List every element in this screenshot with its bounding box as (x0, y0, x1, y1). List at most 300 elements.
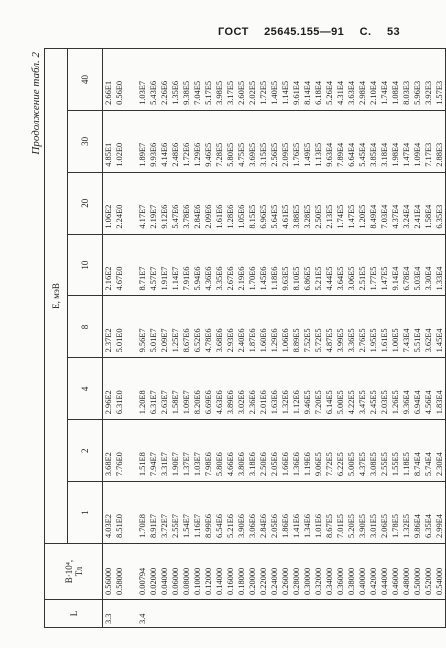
b-value: 0.52000 (424, 567, 433, 595)
b-value: 0.42000 (369, 567, 378, 595)
flux-value: 2.55E7 (171, 514, 180, 538)
flux-value: 3.02E6 (237, 390, 246, 415)
flux-value: 3.24E4 (402, 204, 411, 229)
page-number: 53 (386, 26, 400, 38)
flux-value: 5.20E5 (347, 514, 356, 538)
flux-value: 6.78E4 (402, 266, 411, 291)
flux-value: 2.09E7 (160, 328, 169, 353)
flux-value: 5.00E5 (336, 390, 345, 415)
flux-value: 1.86E6 (281, 514, 290, 538)
flux-value: 3.63E4 (347, 80, 356, 105)
flux-value: 3.47E5 (358, 390, 367, 415)
flux-value: 2.50E6 (259, 452, 268, 477)
flux-value: 1.25E7 (171, 328, 180, 353)
flux-value: 9.06E5 (314, 452, 323, 477)
b-value: 0.14000 (215, 567, 224, 595)
flux-value: 2.10E4 (369, 80, 378, 105)
flux-value: 3.72E7 (160, 514, 169, 538)
energy-header: 2 (68, 420, 103, 482)
flux-value: 5.80E5 (226, 142, 235, 167)
flux-value: 2.09E5 (281, 142, 290, 167)
flux-value: 1.06E6 (281, 328, 290, 353)
flux-value: 1.13E5 (314, 142, 323, 167)
flux-value: 1.26E5 (391, 390, 400, 415)
spacer-cell (125, 544, 137, 600)
flux-value: 1.74E5 (336, 204, 345, 229)
flux-value: 6.31E0 (115, 390, 124, 415)
flux-value: 2.19E6 (237, 266, 246, 291)
rotated-table-block (28, 48, 444, 628)
b-value: 0.50000 (413, 567, 422, 595)
flux-value: 8.74E4 (413, 452, 422, 477)
flux-value-cell (137, 49, 446, 111)
flux-value: 4.31E4 (336, 80, 345, 105)
flux-value: 7.72E5 (325, 452, 334, 477)
b-value: 0.02000 (149, 567, 158, 595)
flux-value-cell (103, 49, 126, 111)
energy-header: 1 (68, 482, 103, 544)
flux-value: 4.57E7 (149, 266, 158, 291)
flux-value: 7.89E4 (336, 142, 345, 167)
b-value-cell (103, 544, 126, 600)
flux-value: 1.74E4 (380, 80, 389, 105)
flux-value: 1.72E5 (259, 80, 268, 105)
flux-value: 9.12E6 (160, 204, 169, 229)
b-value: 0.08000 (182, 567, 191, 595)
flux-value: 3.62E4 (424, 328, 433, 353)
flux-value: 6.18E4 (314, 80, 323, 105)
b-value: 0.16000 (226, 567, 235, 595)
flux-value-cell (103, 234, 126, 296)
flux-value: 7.01E5 (336, 514, 345, 538)
flux-value: 3.18E6 (248, 452, 257, 477)
flux-value: 1.09E4 (413, 142, 422, 167)
flux-value: 6.22E5 (336, 452, 345, 477)
flux-value: 9.14E4 (391, 266, 400, 291)
flux-value: 1.49E5 (303, 142, 312, 167)
flux-value: 8.89E5 (292, 328, 301, 353)
flux-value: 4.37E4 (391, 204, 400, 229)
flux-value: 4.61E5 (281, 204, 290, 229)
flux-value: 1.02E0 (115, 142, 124, 167)
flux-value: 1.91E7 (160, 266, 169, 291)
flux-value: 5.51E4 (413, 328, 422, 353)
flux-value: 2.76E5 (358, 328, 367, 353)
flux-value: 7.43E4 (402, 328, 411, 353)
flux-value: 1.47E4 (402, 142, 411, 167)
flux-value: 6.35E4 (424, 514, 433, 538)
flux-value: 4.22E5 (347, 390, 356, 415)
flux-value: 1.60E6 (259, 328, 268, 353)
flux-value: 1.89E7 (138, 142, 147, 167)
flux-value: 4.85E1 (104, 142, 113, 167)
flux-value: 6.31E7 (149, 390, 158, 415)
flux-value: 1.20E5 (358, 204, 367, 229)
energy-header: 10 (68, 234, 103, 296)
flux-value: 2.30E4 (435, 452, 444, 477)
flux-value: 4.36E6 (204, 266, 213, 291)
flux-value: 1.28E6 (226, 204, 235, 229)
flux-value: 9.86E4 (413, 514, 422, 538)
col-header-b-line2: Тл (73, 566, 84, 577)
flux-value: 2.84E6 (259, 514, 268, 538)
flux-value: 1.06E2 (104, 204, 113, 229)
flux-value: 6.35E3 (435, 204, 444, 229)
page-header (218, 26, 400, 38)
flux-value: 9.56E7 (138, 328, 147, 353)
flux-value: 3.30E4 (424, 266, 433, 291)
flux-value: 5.43E6 (149, 80, 158, 105)
flux-value: 1.54E7 (182, 514, 191, 538)
b-value: 0.44000 (380, 567, 389, 595)
flux-value: 8.14E4 (303, 80, 312, 105)
flux-value: 1.29E6 (270, 328, 279, 353)
b-value: 0.28000 (292, 567, 301, 595)
flux-value-cell (137, 420, 446, 482)
standard-number: 25645.155—91 (264, 26, 345, 38)
flux-value: 3.64E5 (336, 266, 345, 291)
flux-value: 2.19E7 (149, 204, 158, 229)
flux-value: 1.37E7 (182, 452, 191, 477)
flux-value: 1.14E7 (171, 266, 180, 291)
flux-value: 1.03E7 (138, 80, 147, 105)
b-value: 0.34000 (325, 567, 334, 595)
flux-value: 1.90E7 (171, 452, 180, 477)
flux-value: 4.44E5 (325, 266, 334, 291)
flux-value: 8.51E0 (115, 514, 124, 538)
flux-value: 3.68E6 (215, 328, 224, 353)
b-value: 0.06000 (171, 567, 180, 595)
b-value: 0.22000 (259, 567, 268, 595)
flux-value-cell (137, 358, 446, 420)
flux-value: 2.99E4 (435, 514, 444, 538)
flux-value: 2.05E6 (270, 514, 279, 538)
l-value: 3.3 (104, 613, 113, 624)
flux-value: 1.34E6 (303, 514, 312, 538)
b-value: 0.32000 (314, 567, 323, 595)
flux-value: 7.04E5 (193, 80, 202, 105)
flux-value: 3.90E6 (237, 514, 246, 538)
flux-value: 1.36E6 (292, 452, 301, 477)
flux-value: 2.09E6 (204, 204, 213, 229)
flux-value: 6.52E6 (193, 328, 202, 353)
flux-value: 5.26E4 (325, 80, 334, 105)
flux-value: 1.61E5 (380, 328, 389, 353)
flux-value: 2.37E2 (104, 328, 113, 353)
flux-value: 2.41E4 (413, 204, 422, 229)
flux-value: 9.46E5 (303, 390, 312, 415)
flux-value: 2.55E5 (380, 452, 389, 477)
flux-value: 5.94E6 (193, 266, 202, 291)
flux-value: 3.98E5 (215, 80, 224, 105)
flux-value: 4.14E6 (160, 142, 169, 167)
flux-value: 3.35E6 (215, 266, 224, 291)
energy-header: 40 (68, 49, 103, 111)
spacer-cell (125, 420, 137, 482)
energy-header: 4 (68, 358, 103, 420)
l-value: 3.4 (138, 613, 147, 624)
flux-value: 1.35E6 (171, 80, 180, 105)
flux-value-cell (137, 482, 446, 544)
flux-value: 8.67E5 (325, 514, 334, 538)
flux-value: 8.91E7 (149, 514, 158, 538)
flux-value: 1.19E6 (303, 452, 312, 477)
b-value-cell (137, 544, 446, 600)
flux-value: 6.64E4 (347, 142, 356, 167)
b-value: 0.24000 (270, 567, 279, 595)
flux-value: 6.14E5 (325, 390, 334, 415)
flux-value: 2.48E6 (171, 142, 180, 167)
flux-value: 5.01E0 (115, 328, 124, 353)
flux-value: 9.63E4 (325, 142, 334, 167)
flux-value: 2.26E6 (160, 80, 169, 105)
flux-value: 3.90E5 (358, 514, 367, 538)
flux-value: 4.17E7 (138, 204, 147, 229)
flux-value: 1.58E4 (424, 204, 433, 229)
flux-value: 2.66E1 (104, 80, 113, 105)
b-value: 0.54000 (435, 567, 444, 595)
spacer-cell (125, 234, 137, 296)
flux-value: 5.01E7 (149, 328, 158, 353)
flux-value: 1.32E6 (281, 390, 290, 415)
flux-value: 3.17E5 (226, 80, 235, 105)
flux-value-cell (137, 296, 446, 358)
flux-value: 6.86E5 (303, 266, 312, 291)
b-value: 0.48000 (402, 567, 411, 595)
flux-value: 3.18E4 (380, 142, 389, 167)
flux-value: 8.67E6 (182, 328, 191, 353)
flux-value-cell (103, 296, 126, 358)
flux-value: 7.20E5 (314, 390, 323, 415)
energy-header: 30 (68, 110, 103, 172)
b-value: 0.10000 (193, 567, 202, 595)
flux-value: 1.78E5 (391, 514, 400, 538)
flux-value: 3.36E5 (347, 328, 356, 353)
flux-value: 1.51E8 (138, 452, 147, 477)
flux-value: 1.41E6 (292, 514, 301, 538)
flux-value: 2.51E5 (358, 266, 367, 291)
b-value: 0.40000 (358, 567, 367, 595)
flux-value: 1.83E4 (435, 390, 444, 415)
flux-value: 2.13E5 (325, 204, 334, 229)
flux-value: 0.56E0 (115, 80, 124, 105)
spacer-cell (125, 172, 137, 234)
b-value: 0.00794 (138, 567, 147, 595)
b-value: 0.36000 (336, 567, 345, 595)
b-value: 0.30000 (303, 567, 312, 595)
flux-value: 5.47E6 (171, 204, 180, 229)
flux-value: 6.54E6 (215, 514, 224, 538)
flux-value: 5.74E4 (424, 452, 433, 477)
flux-value: 1.70E8 (138, 514, 147, 538)
flux-value: 4.03E2 (104, 514, 113, 538)
flux-value-cell (103, 172, 126, 234)
flux-value: 2.98E4 (358, 80, 367, 105)
flux-value: 9.93E6 (149, 142, 158, 167)
energy-header: 20 (68, 172, 103, 234)
flux-value: 7.76E0 (115, 452, 124, 477)
flux-value: 4.75E5 (237, 142, 246, 167)
b-value: 0.26000 (281, 567, 290, 595)
col-header-l: L (45, 600, 103, 628)
flux-value: 1.98E4 (391, 142, 400, 167)
b-value: 0.56000 (104, 567, 113, 595)
page-prefix: С. (359, 26, 372, 38)
flux-value: 3.88E5 (292, 204, 301, 229)
table-row (137, 49, 446, 628)
energy-header: 8 (68, 296, 103, 358)
flux-value: 7.03E4 (380, 204, 389, 229)
flux-value: 1.87E6 (248, 328, 257, 353)
flux-value: 3.01E5 (369, 514, 378, 538)
b-value: 0.38000 (347, 567, 356, 595)
flux-value: 3.31E7 (160, 452, 169, 477)
flux-value: 1.18E6 (270, 266, 279, 291)
flux-value: 1.70E6 (248, 266, 257, 291)
flux-value: 3.89E6 (226, 390, 235, 415)
flux-value: 8.15E5 (248, 204, 257, 229)
flux-value: 4.67E0 (115, 266, 124, 291)
flux-value: 8.99E6 (204, 514, 213, 538)
flux-value: 1.47E5 (380, 266, 389, 291)
flux-value: 2.50E5 (314, 204, 323, 229)
flux-value: 2.45E5 (369, 390, 378, 415)
spacer-cell (125, 296, 137, 358)
flux-value: 8.49E4 (369, 204, 378, 229)
flux-value: 9.46E5 (204, 142, 213, 167)
flux-value: 3.69E5 (248, 142, 257, 167)
flux-value: 7.94E7 (149, 452, 158, 477)
flux-value-cell (103, 420, 126, 482)
flux-value: 2.03E5 (380, 390, 389, 415)
col-header-b-line1: B·10⁴, (63, 559, 74, 584)
flux-value: 2.06E5 (380, 514, 389, 538)
flux-value: 6.69E6 (204, 390, 213, 415)
flux-value: 1.00E5 (391, 328, 400, 353)
flux-value: 4.66E6 (226, 452, 235, 477)
flux-value: 2.96E2 (104, 390, 113, 415)
b-value: 0.58000 (115, 567, 124, 595)
flux-value: 1.32E5 (402, 514, 411, 538)
flux-value: 2.36E6 (248, 390, 257, 415)
flux-value: 7.28E5 (215, 142, 224, 167)
flux-value: 8.10E5 (292, 266, 301, 291)
flux-value: 5.72E5 (314, 328, 323, 353)
flux-value: 1.29E6 (193, 142, 202, 167)
flux-value: 9.61E4 (292, 80, 301, 105)
l-value-cell (137, 600, 446, 628)
flux-value: 7.98E6 (204, 452, 213, 477)
flux-value: 9.38E5 (182, 80, 191, 105)
flux-value: 5.96E3 (413, 80, 422, 105)
flux-value: 2.01E6 (259, 390, 268, 415)
flux-value: 9.36E4 (402, 390, 411, 415)
b-value: 0.04000 (160, 567, 169, 595)
flux-value: 1.76E5 (292, 142, 301, 167)
flux-value: 1.45E4 (435, 328, 444, 353)
spacer-cell (125, 482, 137, 544)
flux-value: 1.01E6 (314, 514, 323, 538)
flux-value: 1.16E7 (193, 514, 202, 538)
flux-value: 2.84E6 (193, 204, 202, 229)
spacer-cell (125, 110, 137, 172)
flux-value: 4.56E4 (424, 390, 433, 415)
flux-value: 2.93E6 (226, 328, 235, 353)
flux-value: 7.52E5 (303, 328, 312, 353)
flux-value: 1.55E5 (391, 452, 400, 477)
energy-group-header: E, мэВ (45, 49, 68, 544)
flux-value: 1.18E5 (402, 452, 411, 477)
flux-value: 1.61E6 (215, 204, 224, 229)
flux-value: 1.33E4 (435, 266, 444, 291)
flux-value: 4.63E6 (215, 390, 224, 415)
flux-value: 6.94E4 (413, 390, 422, 415)
table-row (103, 49, 126, 628)
flux-value: 3.08E5 (369, 452, 378, 477)
spacer-cell (125, 49, 137, 111)
flux-value: 3.68E2 (104, 452, 113, 477)
flux-value: 3.28E5 (303, 204, 312, 229)
flux-value: 5.00E5 (347, 452, 356, 477)
col-header-b (45, 544, 103, 600)
flux-value: 1.77E5 (369, 266, 378, 291)
flux-value: 5.03E4 (413, 266, 422, 291)
flux-value: 5.64E5 (270, 204, 279, 229)
b-value: 0.18000 (237, 567, 246, 595)
b-value: 0.20000 (248, 567, 257, 595)
flux-value-cell (103, 358, 126, 420)
spacer-cell (125, 358, 137, 420)
flux-value-cell (137, 234, 446, 296)
flux-value: 2.60E5 (237, 80, 246, 105)
table-caption: Продолжение табл. 2 (30, 52, 42, 155)
flux-value: 1.05E6 (237, 204, 246, 229)
flux-value: 1.57E3 (435, 80, 444, 105)
flux-value: 1.09E7 (182, 390, 191, 415)
table-body (103, 49, 446, 628)
flux-value-cell (137, 110, 446, 172)
flux-value: 5.17E5 (204, 80, 213, 105)
flux-value: 3.92E3 (424, 80, 433, 105)
flux-value: 8.03E3 (402, 80, 411, 105)
flux-value-cell (103, 110, 126, 172)
flux-value: 1.03E7 (193, 452, 202, 477)
flux-value: 5.21E6 (226, 514, 235, 538)
flux-value-cell (137, 172, 446, 234)
flux-value: 3.15E5 (259, 142, 268, 167)
flux-value-cell (103, 482, 126, 544)
flux-value: 2.67E6 (226, 266, 235, 291)
flux-value: 2.05E6 (270, 452, 279, 477)
b-value: 0.46000 (391, 567, 400, 595)
flux-value: 2.63E7 (160, 390, 169, 415)
flux-value: 1.95E5 (369, 328, 378, 353)
flux-value: 9.63E5 (281, 266, 290, 291)
flux-value: 7.17E3 (424, 142, 433, 167)
flux-value: 1.40E5 (270, 80, 279, 105)
flux-value: 3.99E5 (336, 328, 345, 353)
flux-value: 2.88E3 (435, 142, 444, 167)
flux-value: 3.06E6 (248, 514, 257, 538)
flux-value: 8.20E6 (193, 390, 202, 415)
data-table (44, 48, 446, 628)
flux-value: 1.47E5 (347, 204, 356, 229)
flux-value: 2.02E5 (248, 80, 257, 105)
standard-label: ГОСТ (218, 26, 249, 38)
flux-value: 1.45E6 (259, 266, 268, 291)
flux-value: 1.58E7 (171, 390, 180, 415)
flux-value: 5.21E5 (314, 266, 323, 291)
